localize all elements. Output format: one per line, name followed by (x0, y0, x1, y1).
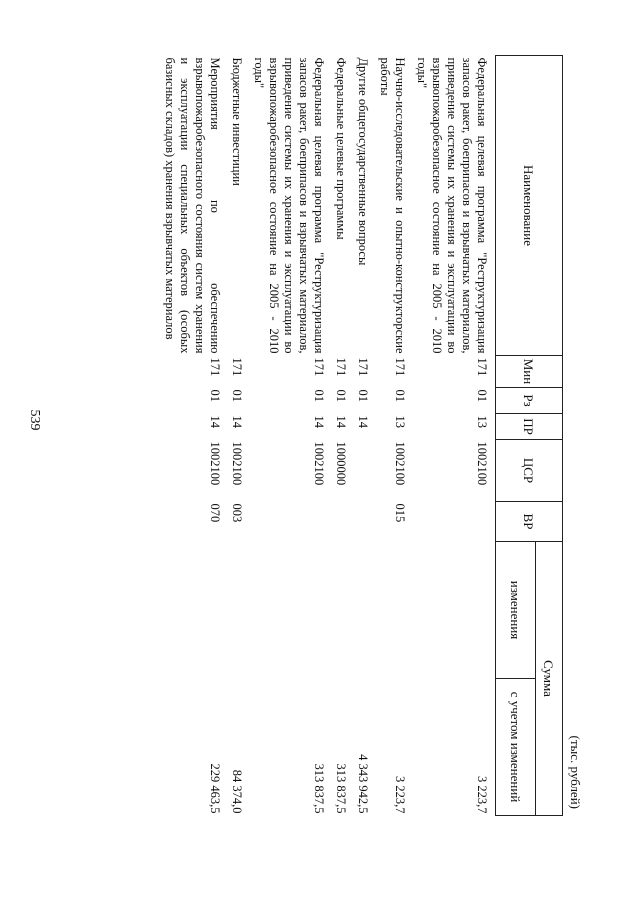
row-with-changes: 3 223,7 (475, 776, 489, 814)
budget-table (161, 55, 563, 816)
row-with-changes: 4 343 942,5 (356, 754, 370, 814)
rotated-page (55, 55, 585, 815)
row-min: 171 (393, 357, 407, 377)
row-pr: 14 (312, 415, 326, 428)
row-rz: 01 (393, 389, 407, 402)
row-csr: 1002100 (208, 441, 222, 486)
row-vr (413, 502, 496, 542)
row-csr: 1002100 (312, 441, 326, 486)
row-vr (354, 502, 376, 542)
unit-label: (тыс. рублей) (568, 735, 583, 809)
row-min: 171 (475, 357, 489, 377)
row-csr: 1002100 (230, 441, 244, 486)
row-changes (376, 542, 413, 679)
row-min: 171 (208, 357, 222, 377)
row-pr: 14 (356, 415, 370, 428)
header-with-changes: с учетом изменений (496, 679, 536, 816)
row-name: Научно-исследовательские и опытно-конструкторские работы (378, 57, 407, 354)
row-min: 171 (230, 357, 244, 377)
header-vr: ВР (496, 502, 563, 542)
row-min: 171 (334, 357, 348, 377)
row-changes (161, 542, 228, 679)
row-rz: 01 (230, 389, 244, 402)
row-rz: 01 (356, 389, 370, 402)
row-with-changes: 229 463,5 (208, 763, 222, 814)
table-row (332, 56, 354, 816)
row-csr: 1000000 (334, 441, 348, 486)
row-name: Бюджетные инвестиции (230, 57, 244, 186)
row-min: 171 (356, 357, 370, 377)
row-with-changes: 84 374,0 (230, 769, 244, 814)
header-csr: ЦСР (496, 440, 563, 502)
row-name: Мероприятия по обеспечению взрывопожаробезопасного состояния систем хранения и эксплуатации специальных объектов (особых базисных складов) хранения взрывчатых материалов (163, 57, 222, 354)
row-rz: 01 (208, 389, 222, 402)
row-changes (250, 542, 332, 679)
header-name: Наименование (496, 56, 563, 356)
row-rz: 01 (312, 389, 326, 402)
table-row (354, 56, 376, 816)
row-pr: 14 (208, 415, 222, 428)
row-with-changes: 3 223,7 (393, 776, 407, 814)
table-row (161, 56, 228, 816)
row-changes (332, 542, 354, 679)
row-name: Другие общегосударственные вопросы (356, 57, 370, 266)
row-rz: 01 (334, 389, 348, 402)
table-row (413, 56, 496, 816)
header-sum: Сумма (536, 542, 563, 816)
page-number: 539 (27, 409, 42, 431)
row-changes (354, 542, 376, 679)
row-pr: 14 (334, 415, 348, 428)
row-vr: 015 (393, 503, 407, 523)
header-changes: изменения (496, 542, 536, 679)
row-pr: 14 (230, 415, 244, 428)
row-name: Федеральные целевые программы (334, 57, 348, 240)
row-vr: 003 (230, 503, 244, 523)
table-row (376, 56, 413, 816)
row-csr: 1002100 (475, 441, 489, 486)
row-name: Федеральная целевая программа "Реструктуризация запасов ракет, боеприпасов и взрывчатых материалов, приведение системы их хранения и эксплуатации во взрывопожаробезопасное состояние на 2005 - 2010 годы" (415, 57, 489, 354)
header-rz: Рз (496, 388, 563, 414)
row-with-changes: 313 837,5 (312, 763, 326, 814)
row-rz: 01 (475, 389, 489, 402)
row-csr (354, 440, 376, 502)
row-name: Федеральная целевая программа "Реструктуризация запасов ракет, боеприпасов и взрывчатых материалов, приведение системы их хранения и эксплуатации во взрывопожаробезопасное состояние на 2005 - 2010 годы" (252, 57, 326, 354)
row-vr: 070 (208, 503, 222, 523)
row-vr (250, 502, 332, 542)
row-csr: 1002100 (393, 441, 407, 486)
row-pr: 13 (393, 415, 407, 428)
row-vr (332, 502, 354, 542)
row-changes (413, 542, 496, 679)
table-row (250, 56, 332, 816)
row-changes (228, 542, 250, 679)
table-row (228, 56, 250, 816)
row-with-changes: 313 837,5 (334, 763, 348, 814)
header-min: Мин (496, 356, 563, 388)
header-pr: ПР (496, 414, 563, 440)
row-pr: 13 (475, 415, 489, 428)
row-min: 171 (312, 357, 326, 377)
